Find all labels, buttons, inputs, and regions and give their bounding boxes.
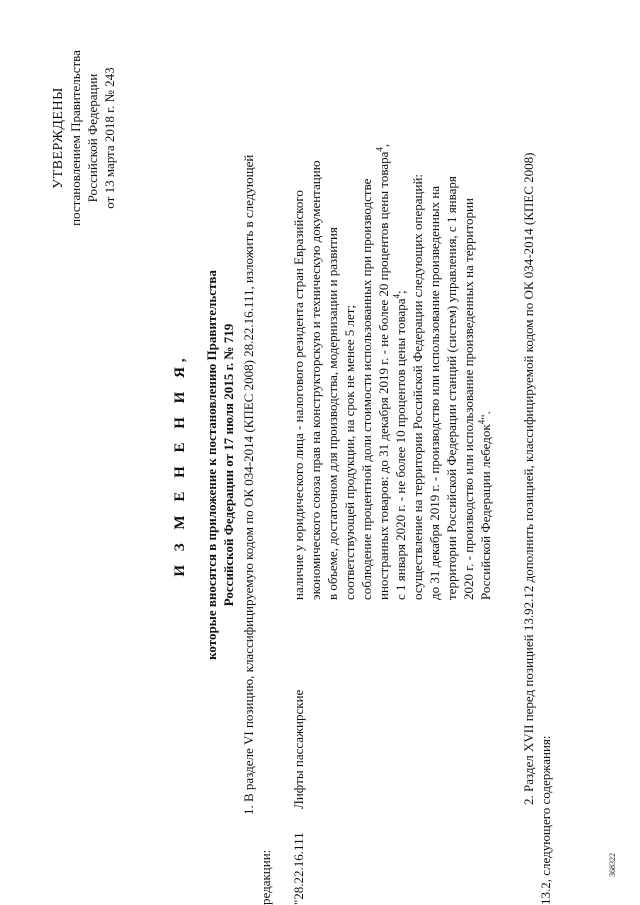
- footnote-mark: 4: [374, 147, 385, 152]
- requirement-line: соответствующей продукции, на срок не менее 5 лет;: [342, 304, 357, 600]
- requirement-line: наличие у юридического лица - налогового резидента стран Евразийского: [291, 190, 306, 600]
- title-sub-2: Российской Федерации от 17 июля 2015 г. № 719: [221, 323, 236, 607]
- paragraph-2-line-2: 13.2, следующего содержания:: [538, 735, 553, 905]
- title-sub-1: которые вносятся в приложение к постановлению Правительства: [204, 270, 219, 660]
- entry-name: Лифты пассажирские: [291, 689, 306, 809]
- approval-line-2: Российской Федерации: [85, 73, 100, 203]
- requirement-line: 2020 г. - производство или использование произведенных на территории: [461, 198, 476, 600]
- paragraph-2: [520, 45, 554, 905]
- approval-line-1: постановлением Правительства: [68, 50, 83, 226]
- paragraph-2-line-1: 2. Раздел XVII перед позицией 13.92.12 дополнить позицией, классифицируемой кодом по ОК 034-2014 (КПЕС 2008): [521, 152, 536, 805]
- requirement-line: Российской Федерации лебедок$^4$".: [476, 411, 493, 600]
- approval-heading: УТВЕРЖДЕНЫ: [51, 87, 66, 189]
- requirement-line: осуществление на территории Российской Федерации следующих операций:: [410, 173, 425, 600]
- document-title: [172, 145, 237, 785]
- entry-requirements: [290, 30, 494, 600]
- title-main: И З М Е Н Е Н И Я,: [172, 353, 188, 577]
- requirement-line: соблюдение процентной доли стоимости использованных при производстве: [359, 178, 374, 600]
- requirement-line: территории Российской Федерации станций (систем) управления, с 1 января: [444, 176, 459, 600]
- approval-line-3: от 13 марта 2018 г. № 243: [102, 67, 117, 209]
- requirement-line: экономического союза прав на конструкторскую и техническую документацию: [308, 160, 323, 600]
- approval-block: [50, 23, 118, 253]
- paragraph-1-line-1: 1. В разделе VI позицию, классифицируемую кодом по ОК 034-2014 (КПЕС 2008) 28.22.16.111, изложить в следующей: [241, 154, 256, 815]
- footnote-mark: 4: [476, 419, 487, 425]
- entry-code: "28.22.16.111: [291, 832, 306, 905]
- paragraph-1-line-2: редакции:: [258, 849, 273, 905]
- footnote-mark: 4: [391, 293, 402, 299]
- document-id: 368322: [608, 853, 617, 877]
- requirement-line: иностранных товаров: до 31 декабря 2019 г. - не более 20 процентов цены товара$^4$,: [374, 143, 391, 600]
- requirement-line: до 31 декабря 2019 г. - производство или использование произведенных на: [427, 185, 442, 600]
- requirement-line: в объеме, достаточном для производства, модернизации и развития: [325, 227, 340, 600]
- paragraph-1: [240, 45, 274, 905]
- requirement-line: с 1 января 2020 г. - не более 10 процентов цены товара$^4$;: [391, 290, 408, 600]
